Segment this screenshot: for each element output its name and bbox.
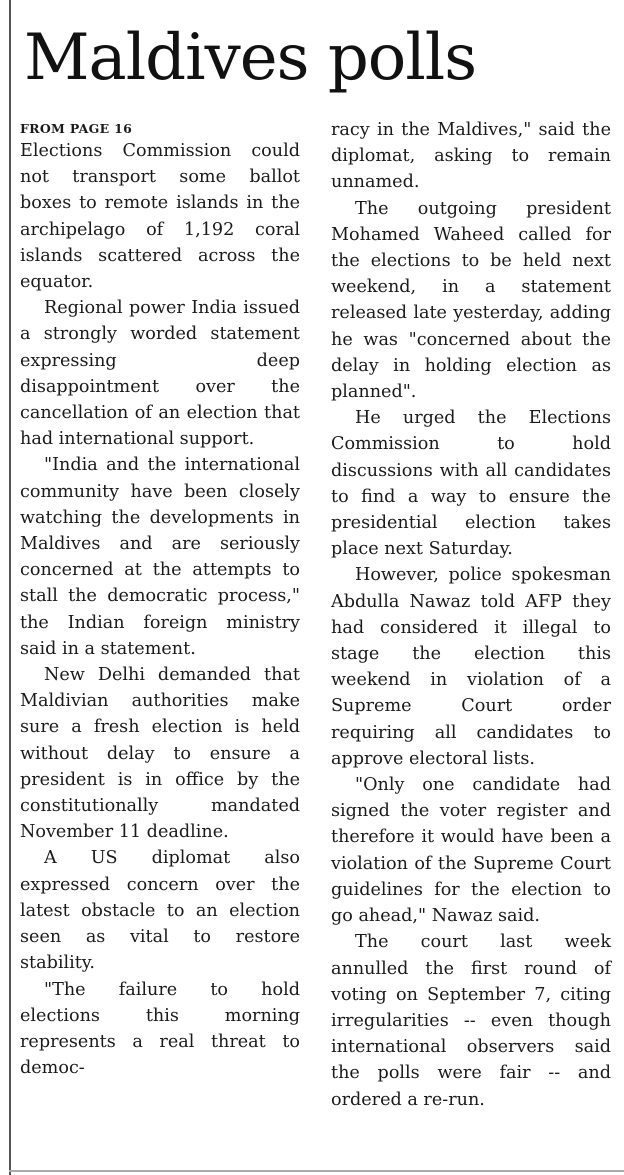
kicker-from-page: FROM PAGE 16 [20, 121, 133, 136]
paragraph: The outgoing president Mohamed Waheed called for the elections to be held next weekend, in a statement released late yesterday, adding he was "concerned about the delay in holding election as planned". [331, 198, 611, 403]
paragraph: A US diplomat also expressed concern over the latest obstacle to an election seen as vital to restore stability. [20, 848, 300, 974]
bottom-rule [9, 1170, 624, 1172]
column-rule-left [9, 0, 11, 1175]
paragraph: Regional power India issued a strongly worded statement expressing deep disappointment over the cancellation of an election that had international support. [20, 298, 300, 450]
paragraph: He urged the Elections Commission to hold discussions with all candidates to find a way to ensure the presidential election takes place next Saturday. [331, 408, 611, 560]
paragraph: The court last week annulled the first round of voting on September 7, citing irregularities -- even though international observers said the polls were fair -- and ordered a re-run. [331, 932, 611, 1110]
article-column-1 [20, 120, 300, 1081]
paragraph: However, police spokesman Abdulla Nawaz told AFP they had considered it illegal to stage the election this weekend in violation of a Supreme Court order requiring all candidates to approve electoral lists. [331, 565, 611, 769]
paragraph: "The failure to hold elections this morning represents a real threat to democ- [20, 979, 300, 1079]
paragraph: "Only one candidate had signed the voter register and therefore it would have been a violation of the Supreme Court guidelines for the election to go ahead," Nawaz said. [331, 775, 611, 927]
paragraph: racy in the Maldives," said the diplomat, asking to remain unnamed. [331, 120, 611, 193]
paragraph: Elections Commission could not transport some ballot boxes to remote islands in the archipelago of 1,192 coral islands scattered across the equator. [20, 141, 300, 293]
headline: Maldives polls [24, 21, 477, 95]
article-column-2 [331, 117, 611, 1113]
paragraph: "India and the international community have been closely watching the developments in Maldives and are seriously concerned at the attempts to stall the democratic process," the Indian foreign ministry said in a statement. [20, 455, 300, 659]
paragraph: New Delhi demanded that Maldivian authorities make sure a fresh election is held without delay to ensure a president is in office by the constitutionally mandated November 11 deadline. [20, 665, 300, 843]
